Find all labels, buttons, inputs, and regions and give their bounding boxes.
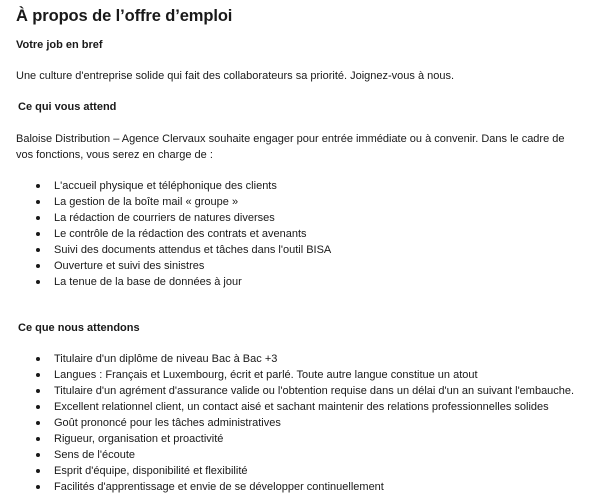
list-item-text: Excellent relationnel client, un contact aisé et sachant maintenir des relations professionnelles solides [54, 401, 549, 413]
list-item-text: Le contrôle de la rédaction des contrats et avenants [54, 228, 307, 240]
bullet-icon [36, 485, 40, 489]
list-item-text: Sens de l'écoute [54, 449, 135, 461]
list-item [36, 194, 331, 210]
list-item-text: La tenue de la base de données à jour [54, 276, 242, 288]
list-item [36, 463, 574, 479]
list-item [36, 351, 574, 367]
page-title: À propos de l’offre d’emploi [16, 7, 233, 25]
what-awaits-list [36, 178, 331, 290]
bullet-icon [36, 373, 40, 377]
list-item [36, 431, 574, 447]
job-summary-heading: Votre job en bref [16, 39, 103, 51]
list-item [36, 242, 331, 258]
list-item-text: Ouverture et suivi des sinistres [54, 260, 205, 272]
what-we-expect-heading: Ce que nous attendons [18, 322, 140, 334]
what-awaits-intro: Baloise Distribution – Agence Clervaux souhaite engager pour entrée immédiate ou à convenir. Dans le cadre de vos fonctions, vous serez en charge de : [16, 133, 565, 161]
list-item [36, 274, 331, 290]
bullet-icon [36, 184, 40, 188]
bullet-icon [36, 389, 40, 393]
what-we-expect-list [36, 351, 574, 495]
list-item-text: Titulaire d'un diplôme de niveau Bac à Bac +3 [54, 353, 278, 365]
list-item [36, 383, 574, 399]
bullet-icon [36, 280, 40, 284]
what-awaits-heading: Ce qui vous attend [18, 101, 117, 113]
list-item-text: Langues : Français et Luxembourg, écrit et parlé. Toute autre langue constitue un atout [54, 369, 478, 381]
list-item [36, 210, 331, 226]
list-item-text: Titulaire d'un agrément d'assurance valide ou l'obtention requise dans un délai d'un an suivant l'embauche. [54, 385, 575, 397]
bullet-icon [36, 200, 40, 204]
list-item-text: La gestion de la boîte mail « groupe » [54, 196, 239, 208]
bullet-icon [36, 357, 40, 361]
list-item-text: Goût prononcé pour les tâches administratives [54, 417, 281, 429]
bullet-icon [36, 264, 40, 268]
bullet-icon [36, 453, 40, 457]
bullet-icon [36, 437, 40, 441]
job-summary-text: Une culture d'entreprise solide qui fait des collaborateurs sa priorité. Joignez-vous à nous. [16, 70, 455, 82]
list-item [36, 367, 574, 383]
bullet-icon [36, 232, 40, 236]
bullet-icon [36, 216, 40, 220]
list-item [36, 226, 331, 242]
bullet-icon [36, 421, 40, 425]
list-item-text: Facilités d'apprentissage et envie de se développer continuellement [54, 481, 384, 493]
bullet-icon [36, 248, 40, 252]
list-item [36, 178, 331, 194]
list-item [36, 415, 574, 431]
list-item [36, 447, 574, 463]
list-item-text: Esprit d'équipe, disponibilité et flexibilité [54, 465, 248, 477]
list-item [36, 399, 574, 415]
list-item-text: La rédaction de courriers de natures diverses [54, 212, 275, 224]
bullet-icon [36, 469, 40, 473]
list-item-text: Suivi des documents attendus et tâches dans l'outil BISA [54, 244, 332, 256]
list-item-text: Rigueur, organisation et proactivité [54, 433, 224, 445]
list-item [36, 479, 574, 495]
list-item-text: L'accueil physique et téléphonique des clients [54, 180, 277, 192]
bullet-icon [36, 405, 40, 409]
list-item [36, 258, 331, 274]
